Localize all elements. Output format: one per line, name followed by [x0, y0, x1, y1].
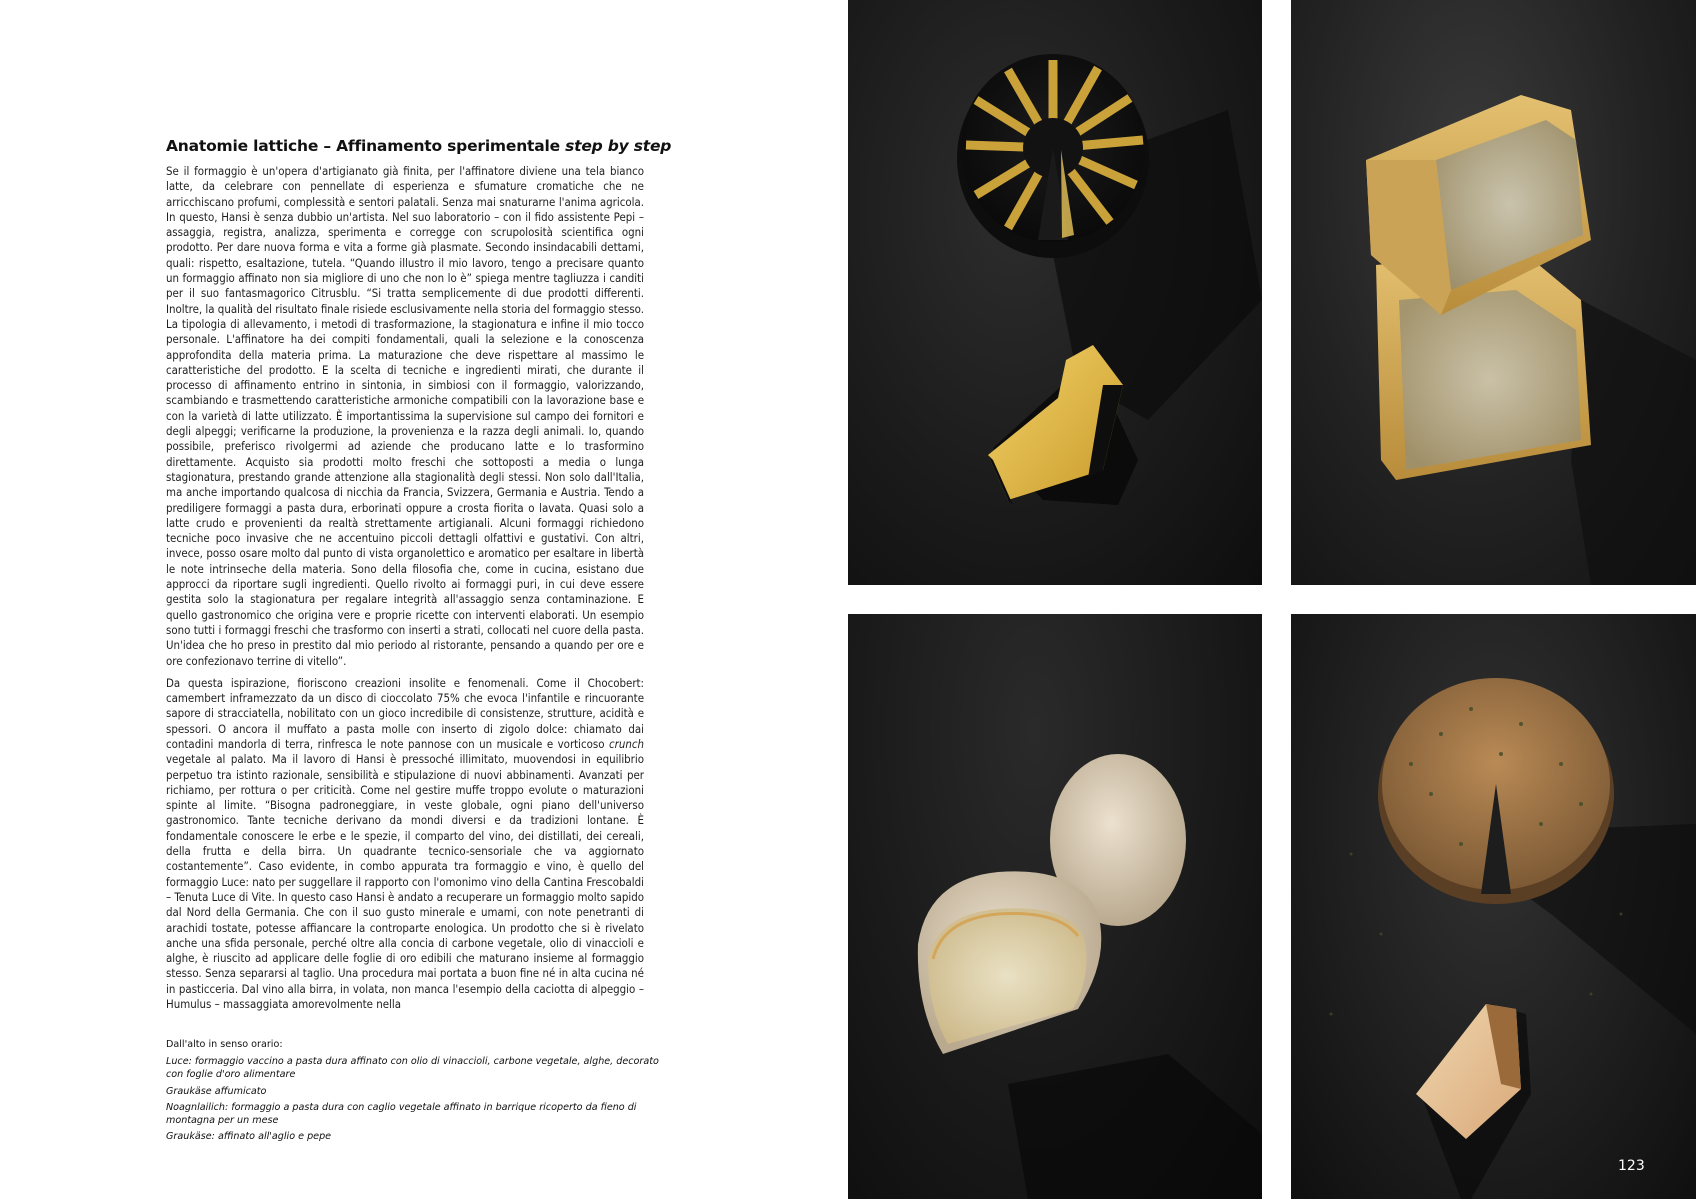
graukase-smoked-illustration [1291, 0, 1696, 585]
photo-captions [166, 1038, 666, 1146]
article-body [166, 164, 644, 1012]
title-italic: step by step [565, 137, 672, 155]
noagnlailich-illustration [848, 614, 1262, 1199]
caption-item: Noagnlailich: formaggio a pasta dura con caglio vegetale affinato in barrique ricoperto da fieno di montagna per un mese [166, 1101, 637, 1127]
photo-graukase-smoked [1291, 0, 1696, 585]
photo-graukase-garlic-pepper [1291, 614, 1696, 1199]
caption-item: Graukäse affumicato [166, 1085, 267, 1097]
paragraph-1: Se il formaggio è un'opera d'artigianato già finita, per l'affinatore diviene una tela bianco latte, da celebrare con pennellate di esperienza e sfumature cromatiche che ne arricchiscano profumi, complessità e sentori palatali. Senza mai snaturarne l'anima agricola. In questo, Hansi è senza dubbio un'artista. Nel suo laboratorio – con il fido assistente Pepi – assaggia, registra, analizza, sperimenta e corregge con scrupolosità scientifica ogni prodotto. Per dare nuova forma e vita a forme già plasmate. Secondo insindacabili dettami, quali: rispetto, esaltazione, tutela. “Quando illustro il mio lavoro, tengo a precisare quanto un formaggio affinato non sia migliore di uno che non lo è” spiega mentre tagliuzza i canditi per il suo fantasmagorico Citrusblu. “Si tratta semplicemente di due prodotti differenti. Inoltre, la qualità del risultato finale risiede esclusivamente nella storia del formaggio stesso. La tipologia di allevamento, i metodi di trasformazione, la stagionatura e infine il mio tocco personale. L'affinatore ha dei compiti fondamentali, quali la selezione e la conoscenza approfondita della materia prima. La maturazione che deve rispettare al massimo le caratteristiche del prodotto. E la scelta di tecniche e ingredienti mirati, che durante il processo di affinamento entrino in sintonia, in simbiosi con il formaggio, valorizzando, scambiando e trasmettendo caratteristiche armoniche compatibili con la lavorazione base e con la varietà di latte utilizzato. È importantissima la supervisione sul campo dei fornitori e degli alpeggi; verificarne la produzione, la provenienza e la razza degli animali. Io, quando possibile, preferisco rivolgermi ad aziende che producano latte e lo trasformino direttamente. Acquisto sia prodotti molto freschi che sottoposti a media o lunga stagionatura, prestando grande attenzione alla stagionalità degli stessi. Non solo dall'Italia, ma anche importando qualcosa di nicchia da Francia, Svizzera, Germania e Austria. Tendo a prediligere formaggi a pasta dura, erborinati oppure a crosta fiorita o lavata. Quasi solo a latte crudo e provenienti da realtà strettamente artigianali. Alcuni formaggi richiedono tecniche poco invasive che ne accentuino piccoli dettagli olfattivi e gustativi. Con altri, invece, posso osare molto dal punto di vista organolettico e aromatico per esaltare in libertà le note intrinseche della materia. Sono della filosofia che, come in cucina, esistano due approcci da riportare sugli ingredienti. Quello rivolto ai formaggi puri, in cui deve essere gestita solo la stagionatura per regalare integrità all'assaggio senza contaminazione. E quello gastronomico che origina vere e proprie ricette con interventi elaborati. Un esempio sono tutti i formaggi freschi che trasformo con inserti a strati, collocati nel cuore della pasta. Un'idea che ho preso in prestito dal mio periodo al ristorante, pensando a quando per ore e ore confezionavo terrine di vitello”. [166, 164, 644, 668]
paragraph-2-italic: crunch [609, 736, 644, 751]
photo-noagnlailich [848, 614, 1262, 1199]
graukase-garlic-illustration [1291, 614, 1696, 1199]
caption-item: Graukäse: affinato all'aglio e pepe [166, 1131, 332, 1143]
photo-luce-cheese [848, 0, 1262, 585]
captions-heading: Dall'alto in senso orario: [166, 1039, 283, 1050]
luce-cheese-illustration [848, 0, 1262, 585]
title-main: Anatomie lattiche – Affinamento sperimentale [166, 137, 566, 155]
article-title [166, 137, 672, 155]
paragraph-2 [166, 676, 644, 1013]
caption-item: Luce: formaggio vaccino a pasta dura affinato con olio di vinaccioli, carbone vegetale, alghe, decorato con foglie d'oro alimentare [166, 1056, 659, 1081]
paragraph-2-part-a: Da questa ispirazione, fioriscono creazioni insolite e fenomenali. Come il Chocobert: camembert inframezzato da un disco di cioccolato 75% che evoca l'infantile e rincuorante sapore di stracciatella, nobilitato con un gioco incredibile di consistenze, strutture, acidità e spessori. O ancora il muffato a pasta molle con inserto di zigolo dolce: chiamato dai contadini mandorla di terra, rinfresca le note pannose con un musicale e vorticoso [166, 675, 644, 751]
page-number: 123 [1618, 1158, 1645, 1174]
text-page [0, 0, 846, 1199]
paragraph-2-part-b: vegetale al palato. Ma il lavoro di Hansi è pressoché illimitato, muovendosi in equilibrio perpetuo tra istinto razionale, sensibilità e stipulazione di nuovi abbinamenti. Avanzati per richiamo, per rottura o per criticità. Come nel gestire muffe troppo evolute o maturazioni spinte al limite. “Bisogna padroneggiare, in veste globale, ogni piano dell'universo gastronomico. Tante tecniche derivano da mondi diversi e da tradizioni lontane. È fondamentale conoscere le erbe e le spezie, il comparto del vino, dei distillati, dei cereali, della frutta e della birra. Un quadrante tecnico-sensoriale che va aggiornato costantemente”. Caso evidente, in combo appurata tra formaggio e vino, è quello del formaggio Luce: nato per suggellare il rapporto con l'omonimo vino della Cantina Frescobaldi – Tenuta Luce di Vite. In questo caso Hansi è andato a recuperare un formaggio molto sapido dal Nord della Germania. Che con il suo gusto minerale e umami, con note penetranti di arachidi tostate, potesse affiancare la controparte enologica. Un prodotto che si è rivelato anche una sfida personale, perché oltre alla concia di carbone vegetale, olio di vinaccioli e alghe, è riuscito ad applicare delle foglie di oro edibili che maturano insieme al formaggio stesso. Senza separarsi al taglio. Una procedura mai portata a buon fine né in alta cucina né in pasticceria. Dal vino alla birra, in volata, non manca l'esempio della caciotta di alpeggio – Humulus – massaggiata amorevolmente nella [166, 752, 644, 1012]
